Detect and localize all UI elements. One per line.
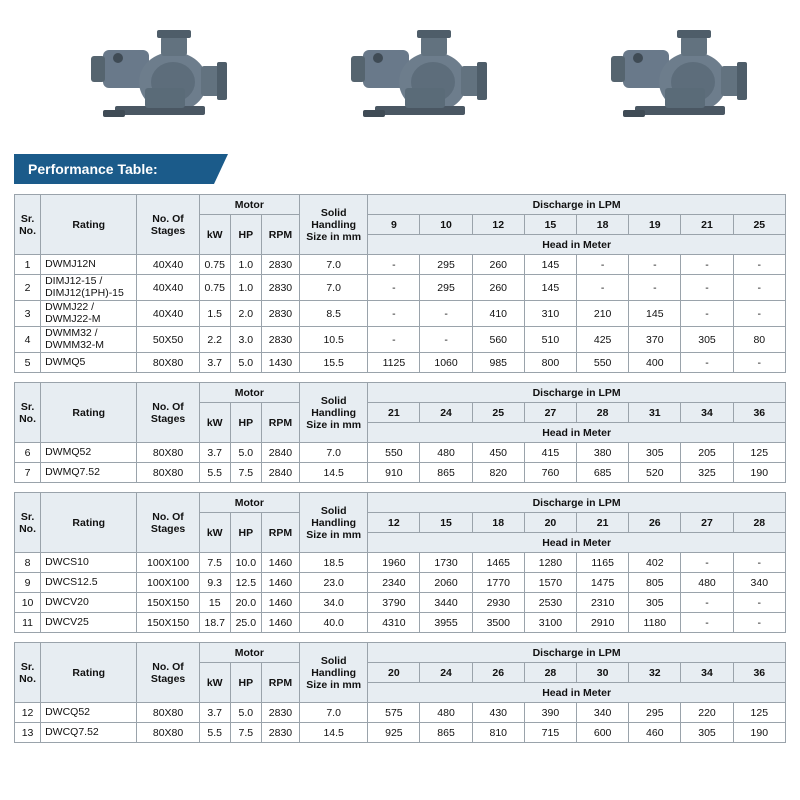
discharge-value-header: 31 bbox=[629, 403, 681, 423]
col-header-sr: Sr. No. bbox=[15, 643, 41, 703]
discharge-value-header: 34 bbox=[681, 663, 733, 683]
cell-head: 305 bbox=[629, 443, 681, 463]
cell-head: 220 bbox=[681, 703, 733, 723]
col-header-kw: kW bbox=[199, 663, 230, 703]
cell-head: - bbox=[733, 553, 785, 573]
section-title: Performance Table: bbox=[14, 154, 214, 184]
cell-rpm: 1460 bbox=[261, 553, 299, 573]
cell-head: 1730 bbox=[420, 553, 472, 573]
cell-head: 510 bbox=[524, 327, 576, 353]
cell-solid: 23.0 bbox=[300, 573, 368, 593]
cell-head: 1465 bbox=[472, 553, 524, 573]
cell-head: 480 bbox=[420, 703, 472, 723]
cell-head: 1180 bbox=[629, 613, 681, 633]
cell-head: 810 bbox=[472, 723, 524, 743]
cell-stages: 80X80 bbox=[137, 353, 199, 373]
cell-rpm: 2840 bbox=[261, 463, 299, 483]
table-row bbox=[15, 553, 786, 573]
table-row bbox=[15, 301, 786, 327]
discharge-value-header: 20 bbox=[524, 513, 576, 533]
cell-head: 480 bbox=[681, 573, 733, 593]
performance-table-3 bbox=[14, 492, 786, 633]
cell-head: 805 bbox=[629, 573, 681, 593]
col-header-solid: Solid Handling Size in mm bbox=[300, 383, 368, 443]
col-header-sr: Sr. No. bbox=[15, 383, 41, 443]
col-header-head-meter: Head in Meter bbox=[368, 235, 786, 255]
cell-head: 1165 bbox=[577, 553, 629, 573]
cell-head: 550 bbox=[577, 353, 629, 373]
col-header-solid: Solid Handling Size in mm bbox=[300, 643, 368, 703]
cell-kw: 3.7 bbox=[199, 353, 230, 373]
discharge-value-header: 25 bbox=[472, 403, 524, 423]
cell-rating: DWMQ52 bbox=[41, 443, 137, 463]
col-header-rating: Rating bbox=[41, 383, 137, 443]
cell-head: 2530 bbox=[524, 593, 576, 613]
cell-head: 2310 bbox=[577, 593, 629, 613]
cell-hp: 5.0 bbox=[230, 353, 261, 373]
cell-head: - bbox=[681, 275, 733, 301]
cell-head: 210 bbox=[577, 301, 629, 327]
discharge-value-header: 21 bbox=[368, 403, 420, 423]
cell-head: - bbox=[681, 593, 733, 613]
discharge-value-header: 15 bbox=[420, 513, 472, 533]
cell-head: 460 bbox=[629, 723, 681, 743]
col-header-motor: Motor bbox=[199, 195, 299, 215]
cell-solid: 15.5 bbox=[300, 353, 368, 373]
cell-stages: 150X150 bbox=[137, 613, 199, 633]
cell-rating: DWCV20 bbox=[41, 593, 137, 613]
cell-head: 1475 bbox=[577, 573, 629, 593]
cell-hp: 5.0 bbox=[230, 703, 261, 723]
table-row bbox=[15, 703, 786, 723]
cell-head: - bbox=[733, 593, 785, 613]
cell-hp: 1.0 bbox=[230, 275, 261, 301]
discharge-value-header: 21 bbox=[681, 215, 733, 235]
cell-sr: 9 bbox=[15, 573, 41, 593]
discharge-value-header: 18 bbox=[472, 513, 524, 533]
cell-rpm: 1460 bbox=[261, 573, 299, 593]
cell-head: 910 bbox=[368, 463, 420, 483]
cell-head: 550 bbox=[368, 443, 420, 463]
col-header-rating: Rating bbox=[41, 643, 137, 703]
discharge-value-header: 19 bbox=[629, 215, 681, 235]
cell-stages: 150X150 bbox=[137, 593, 199, 613]
performance-tables bbox=[0, 194, 800, 743]
col-header-discharge: Discharge in LPM bbox=[368, 493, 786, 513]
cell-head: 715 bbox=[524, 723, 576, 743]
cell-rating: DWCS12.5 bbox=[41, 573, 137, 593]
pump-image-2 bbox=[305, 10, 495, 140]
cell-kw: 3.7 bbox=[199, 443, 230, 463]
col-header-hp: HP bbox=[230, 513, 261, 553]
discharge-value-header: 26 bbox=[629, 513, 681, 533]
cell-head: - bbox=[733, 255, 785, 275]
discharge-value-header: 20 bbox=[368, 663, 420, 683]
cell-head: 3500 bbox=[472, 613, 524, 633]
discharge-value-header: 28 bbox=[524, 663, 576, 683]
cell-head: 310 bbox=[524, 301, 576, 327]
cell-solid: 18.5 bbox=[300, 553, 368, 573]
cell-hp: 2.0 bbox=[230, 301, 261, 327]
pump-drawing bbox=[91, 30, 227, 117]
cell-head: 125 bbox=[733, 703, 785, 723]
discharge-value-header: 15 bbox=[524, 215, 576, 235]
cell-hp: 12.5 bbox=[230, 573, 261, 593]
cell-head: - bbox=[368, 275, 420, 301]
col-header-sr: Sr. No. bbox=[15, 195, 41, 255]
cell-head: - bbox=[629, 275, 681, 301]
cell-head: 2910 bbox=[577, 613, 629, 633]
cell-head: 305 bbox=[681, 723, 733, 743]
performance-table-1 bbox=[14, 194, 786, 373]
cell-head: 600 bbox=[577, 723, 629, 743]
cell-head: 145 bbox=[524, 275, 576, 301]
cell-head: - bbox=[368, 255, 420, 275]
cell-head: 295 bbox=[420, 255, 472, 275]
col-header-rpm: RPM bbox=[261, 403, 299, 443]
cell-head: 430 bbox=[472, 703, 524, 723]
cell-head: - bbox=[681, 301, 733, 327]
cell-solid: 10.5 bbox=[300, 327, 368, 353]
cell-head: - bbox=[420, 327, 472, 353]
cell-sr: 2 bbox=[15, 275, 41, 301]
cell-head: - bbox=[577, 275, 629, 301]
cell-head: 415 bbox=[524, 443, 576, 463]
cell-kw: 3.7 bbox=[199, 703, 230, 723]
cell-stages: 50X50 bbox=[137, 327, 199, 353]
table-row bbox=[15, 723, 786, 743]
cell-head: 340 bbox=[577, 703, 629, 723]
table-row bbox=[15, 573, 786, 593]
cell-sr: 11 bbox=[15, 613, 41, 633]
cell-rpm: 2830 bbox=[261, 275, 299, 301]
cell-rating: DIMJ12-15 / DIMJ12(1PH)-15 bbox=[41, 275, 137, 301]
cell-rpm: 1430 bbox=[261, 353, 299, 373]
col-header-head-meter: Head in Meter bbox=[368, 683, 786, 703]
cell-rating: DWMJ12N bbox=[41, 255, 137, 275]
cell-rpm: 2830 bbox=[261, 301, 299, 327]
performance-table-2 bbox=[14, 382, 786, 483]
cell-head: 80 bbox=[733, 327, 785, 353]
col-header-sr: Sr. No. bbox=[15, 493, 41, 553]
cell-head: 2340 bbox=[368, 573, 420, 593]
cell-head: 4310 bbox=[368, 613, 420, 633]
cell-head: 295 bbox=[629, 703, 681, 723]
cell-head: - bbox=[368, 301, 420, 327]
cell-rating: DWCQ7.52 bbox=[41, 723, 137, 743]
cell-solid: 7.0 bbox=[300, 443, 368, 463]
col-header-rpm: RPM bbox=[261, 513, 299, 553]
cell-head: 370 bbox=[629, 327, 681, 353]
discharge-value-header: 28 bbox=[733, 513, 785, 533]
cell-solid: 14.5 bbox=[300, 463, 368, 483]
col-header-discharge: Discharge in LPM bbox=[368, 383, 786, 403]
cell-sr: 8 bbox=[15, 553, 41, 573]
table-row bbox=[15, 353, 786, 373]
cell-stages: 80X80 bbox=[137, 723, 199, 743]
cell-kw: 1.5 bbox=[199, 301, 230, 327]
discharge-value-header: 21 bbox=[577, 513, 629, 533]
cell-head: - bbox=[733, 301, 785, 327]
discharge-value-header: 24 bbox=[420, 403, 472, 423]
discharge-value-header: 27 bbox=[524, 403, 576, 423]
col-header-solid: Solid Handling Size in mm bbox=[300, 493, 368, 553]
cell-head: 205 bbox=[681, 443, 733, 463]
cell-head: - bbox=[733, 275, 785, 301]
cell-head: 325 bbox=[681, 463, 733, 483]
cell-head: 190 bbox=[733, 463, 785, 483]
cell-rpm: 1460 bbox=[261, 593, 299, 613]
cell-head: 305 bbox=[681, 327, 733, 353]
cell-head: 295 bbox=[420, 275, 472, 301]
cell-rpm: 1460 bbox=[261, 613, 299, 633]
discharge-value-header: 27 bbox=[681, 513, 733, 533]
cell-stages: 100X100 bbox=[137, 553, 199, 573]
cell-head: 865 bbox=[420, 723, 472, 743]
cell-head: 985 bbox=[472, 353, 524, 373]
col-header-motor: Motor bbox=[199, 493, 299, 513]
cell-rating: DWCV25 bbox=[41, 613, 137, 633]
pump-image-strip bbox=[0, 0, 800, 150]
cell-kw: 7.5 bbox=[199, 553, 230, 573]
col-header-hp: HP bbox=[230, 215, 261, 255]
cell-head: 575 bbox=[368, 703, 420, 723]
pump-image-1 bbox=[45, 10, 235, 140]
performance-table-4 bbox=[14, 642, 786, 743]
cell-head: - bbox=[368, 327, 420, 353]
cell-kw: 2.2 bbox=[199, 327, 230, 353]
col-header-discharge: Discharge in LPM bbox=[368, 195, 786, 215]
cell-head: 3955 bbox=[420, 613, 472, 633]
col-header-kw: kW bbox=[199, 403, 230, 443]
table-row bbox=[15, 613, 786, 633]
cell-stages: 80X80 bbox=[137, 703, 199, 723]
cell-head: 1770 bbox=[472, 573, 524, 593]
discharge-value-header: 26 bbox=[472, 663, 524, 683]
cell-solid: 8.5 bbox=[300, 301, 368, 327]
col-header-head-meter: Head in Meter bbox=[368, 423, 786, 443]
cell-head: 190 bbox=[733, 723, 785, 743]
cell-rpm: 2840 bbox=[261, 443, 299, 463]
cell-head: - bbox=[629, 255, 681, 275]
cell-head: 260 bbox=[472, 255, 524, 275]
cell-head: 340 bbox=[733, 573, 785, 593]
cell-sr: 3 bbox=[15, 301, 41, 327]
cell-head: - bbox=[681, 255, 733, 275]
pump-drawing bbox=[351, 30, 487, 117]
col-header-motor: Motor bbox=[199, 643, 299, 663]
cell-head: 1125 bbox=[368, 353, 420, 373]
cell-hp: 5.0 bbox=[230, 443, 261, 463]
discharge-value-header: 10 bbox=[420, 215, 472, 235]
cell-rpm: 2830 bbox=[261, 723, 299, 743]
cell-rating: DWCQ52 bbox=[41, 703, 137, 723]
cell-head: 520 bbox=[629, 463, 681, 483]
cell-head: 1060 bbox=[420, 353, 472, 373]
cell-head: 2060 bbox=[420, 573, 472, 593]
discharge-value-header: 36 bbox=[733, 663, 785, 683]
cell-kw: 18.7 bbox=[199, 613, 230, 633]
cell-solid: 34.0 bbox=[300, 593, 368, 613]
discharge-value-header: 9 bbox=[368, 215, 420, 235]
cell-head: - bbox=[681, 613, 733, 633]
table-row bbox=[15, 255, 786, 275]
cell-sr: 6 bbox=[15, 443, 41, 463]
discharge-value-header: 12 bbox=[368, 513, 420, 533]
cell-head: 760 bbox=[524, 463, 576, 483]
cell-head: 865 bbox=[420, 463, 472, 483]
table-row bbox=[15, 463, 786, 483]
col-header-stages: No. Of Stages bbox=[137, 643, 199, 703]
cell-hp: 20.0 bbox=[230, 593, 261, 613]
cell-head: 380 bbox=[577, 443, 629, 463]
table-row bbox=[15, 443, 786, 463]
cell-head: 305 bbox=[629, 593, 681, 613]
discharge-value-header: 34 bbox=[681, 403, 733, 423]
cell-head: - bbox=[733, 613, 785, 633]
cell-rpm: 2830 bbox=[261, 255, 299, 275]
discharge-value-header: 24 bbox=[420, 663, 472, 683]
cell-hp: 10.0 bbox=[230, 553, 261, 573]
table-row bbox=[15, 593, 786, 613]
cell-head: 145 bbox=[524, 255, 576, 275]
cell-rating: DWCS10 bbox=[41, 553, 137, 573]
cell-stages: 40X40 bbox=[137, 301, 199, 327]
col-header-hp: HP bbox=[230, 403, 261, 443]
cell-rating: DWMJ22 / DWMJ22-M bbox=[41, 301, 137, 327]
cell-rpm: 2830 bbox=[261, 703, 299, 723]
col-header-rpm: RPM bbox=[261, 663, 299, 703]
table-row bbox=[15, 275, 786, 301]
pump-drawing bbox=[611, 30, 747, 117]
cell-head: - bbox=[681, 353, 733, 373]
cell-stages: 40X40 bbox=[137, 275, 199, 301]
cell-solid: 40.0 bbox=[300, 613, 368, 633]
discharge-value-header: 36 bbox=[733, 403, 785, 423]
cell-head: - bbox=[420, 301, 472, 327]
cell-head: 3100 bbox=[524, 613, 576, 633]
cell-head: 560 bbox=[472, 327, 524, 353]
col-header-stages: No. Of Stages bbox=[137, 383, 199, 443]
cell-head: 425 bbox=[577, 327, 629, 353]
cell-head: - bbox=[577, 255, 629, 275]
cell-solid: 14.5 bbox=[300, 723, 368, 743]
cell-kw: 9.3 bbox=[199, 573, 230, 593]
col-header-kw: kW bbox=[199, 513, 230, 553]
col-header-discharge: Discharge in LPM bbox=[368, 643, 786, 663]
discharge-value-header: 28 bbox=[577, 403, 629, 423]
cell-stages: 80X80 bbox=[137, 443, 199, 463]
cell-hp: 7.5 bbox=[230, 463, 261, 483]
col-header-stages: No. Of Stages bbox=[137, 195, 199, 255]
cell-head: - bbox=[733, 353, 785, 373]
cell-head: 480 bbox=[420, 443, 472, 463]
cell-head: 410 bbox=[472, 301, 524, 327]
cell-sr: 1 bbox=[15, 255, 41, 275]
cell-head: 1960 bbox=[368, 553, 420, 573]
cell-head: 820 bbox=[472, 463, 524, 483]
cell-head: 800 bbox=[524, 353, 576, 373]
cell-head: 1280 bbox=[524, 553, 576, 573]
cell-sr: 7 bbox=[15, 463, 41, 483]
cell-head: 1570 bbox=[524, 573, 576, 593]
col-header-kw: kW bbox=[199, 215, 230, 255]
discharge-value-header: 12 bbox=[472, 215, 524, 235]
cell-head: 685 bbox=[577, 463, 629, 483]
cell-hp: 7.5 bbox=[230, 723, 261, 743]
cell-sr: 13 bbox=[15, 723, 41, 743]
cell-head: 2930 bbox=[472, 593, 524, 613]
cell-kw: 0.75 bbox=[199, 275, 230, 301]
cell-stages: 100X100 bbox=[137, 573, 199, 593]
col-header-rating: Rating bbox=[41, 493, 137, 553]
discharge-value-header: 25 bbox=[733, 215, 785, 235]
cell-hp: 25.0 bbox=[230, 613, 261, 633]
col-header-motor: Motor bbox=[199, 383, 299, 403]
cell-rpm: 2830 bbox=[261, 327, 299, 353]
cell-kw: 5.5 bbox=[199, 723, 230, 743]
cell-sr: 5 bbox=[15, 353, 41, 373]
cell-head: 400 bbox=[629, 353, 681, 373]
cell-head: 402 bbox=[629, 553, 681, 573]
col-header-rpm: RPM bbox=[261, 215, 299, 255]
cell-stages: 80X80 bbox=[137, 463, 199, 483]
cell-hp: 3.0 bbox=[230, 327, 261, 353]
cell-sr: 12 bbox=[15, 703, 41, 723]
cell-head: 3440 bbox=[420, 593, 472, 613]
col-header-head-meter: Head in Meter bbox=[368, 533, 786, 553]
cell-rating: DWMQ5 bbox=[41, 353, 137, 373]
cell-rating: DWMQ7.52 bbox=[41, 463, 137, 483]
col-header-stages: No. Of Stages bbox=[137, 493, 199, 553]
cell-head: - bbox=[681, 553, 733, 573]
discharge-value-header: 32 bbox=[629, 663, 681, 683]
cell-head: 925 bbox=[368, 723, 420, 743]
cell-solid: 7.0 bbox=[300, 703, 368, 723]
cell-hp: 1.0 bbox=[230, 255, 261, 275]
col-header-solid: Solid Handling Size in mm bbox=[300, 195, 368, 255]
cell-rating: DWMM32 / DWMM32-M bbox=[41, 327, 137, 353]
cell-solid: 7.0 bbox=[300, 255, 368, 275]
col-header-hp: HP bbox=[230, 663, 261, 703]
cell-kw: 15 bbox=[199, 593, 230, 613]
cell-head: 260 bbox=[472, 275, 524, 301]
cell-head: 3790 bbox=[368, 593, 420, 613]
cell-head: 390 bbox=[524, 703, 576, 723]
cell-head: 450 bbox=[472, 443, 524, 463]
col-header-rating: Rating bbox=[41, 195, 137, 255]
table-row bbox=[15, 327, 786, 353]
pump-image-3 bbox=[565, 10, 755, 140]
cell-sr: 10 bbox=[15, 593, 41, 613]
cell-kw: 5.5 bbox=[199, 463, 230, 483]
cell-kw: 0.75 bbox=[199, 255, 230, 275]
cell-head: 125 bbox=[733, 443, 785, 463]
cell-sr: 4 bbox=[15, 327, 41, 353]
cell-stages: 40X40 bbox=[137, 255, 199, 275]
cell-head: 145 bbox=[629, 301, 681, 327]
discharge-value-header: 30 bbox=[577, 663, 629, 683]
discharge-value-header: 18 bbox=[577, 215, 629, 235]
cell-solid: 7.0 bbox=[300, 275, 368, 301]
